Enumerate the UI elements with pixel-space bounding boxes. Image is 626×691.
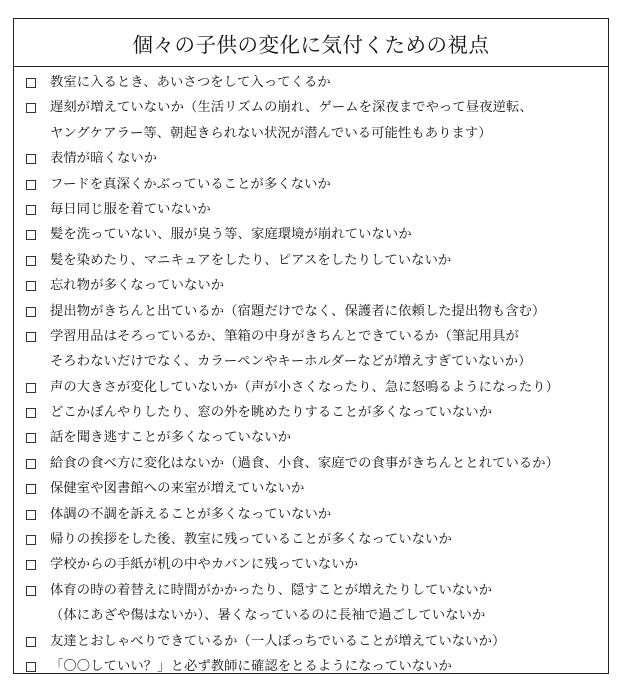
checklist-item-line: 髪を染めたり、マニキュアをしたり、ピアスをしたりしていないか xyxy=(50,252,452,268)
checklist-item-line: 学習用品はそろっているか、筆箱の中身がきちんとできているか（筆記用具が xyxy=(50,328,519,344)
checkbox[interactable] xyxy=(26,154,36,164)
checklist-item-text xyxy=(50,476,608,501)
checklist-item xyxy=(14,172,608,197)
checklist-item-text xyxy=(50,146,608,171)
checkbox[interactable] xyxy=(26,459,36,469)
checklist-item-text xyxy=(50,375,608,400)
checklist-item-text xyxy=(50,324,608,375)
checklist-item-line: 毎日同じ服を着ていないか xyxy=(50,201,211,217)
checklist-item-text xyxy=(50,273,608,298)
checklist-item-line: どこかぼんやりしたり、窓の外を眺めたりすることが多くなっていないか xyxy=(50,405,493,421)
checkbox[interactable] xyxy=(26,307,36,317)
checklist-item-line: 声の大きさが変化していないか（声が小さくなったり、急に怒鳴るようになったり） xyxy=(50,379,560,395)
checkbox[interactable] xyxy=(26,332,36,342)
checklist-item-line: 給食の食べ方に変化はないか（過食、小食、家庭での食事がきちんととれているか） xyxy=(50,455,560,471)
checklist-item xyxy=(14,248,608,273)
checklist-item-text xyxy=(50,70,608,95)
checklist-item-text xyxy=(50,502,608,527)
title-box xyxy=(14,19,608,67)
checkbox[interactable] xyxy=(26,586,36,596)
checkbox[interactable] xyxy=(26,510,36,520)
checklist-item-line: 髪を洗っていない、服が臭う等、家庭環境が崩れていないか xyxy=(50,227,412,243)
checkbox[interactable] xyxy=(26,535,36,545)
checklist-item xyxy=(14,299,608,324)
checklist-item xyxy=(14,578,608,629)
checklist-item-text xyxy=(50,552,608,577)
checklist-item-line: 表情が暗くないか xyxy=(50,151,158,167)
checklist-item xyxy=(14,552,608,577)
checklist-item xyxy=(14,527,608,552)
checklist-item xyxy=(14,451,608,476)
checklist-item-text xyxy=(50,197,608,222)
checklist-item xyxy=(14,222,608,247)
checklist-item-text xyxy=(50,654,608,679)
checklist-item xyxy=(14,273,608,298)
checklist-item-text xyxy=(50,451,608,476)
checklist-item-text xyxy=(50,629,608,654)
checkbox[interactable] xyxy=(26,383,36,393)
checklist-item-line: 忘れ物が多くなっていないか xyxy=(50,278,225,294)
checklist-item xyxy=(14,146,608,171)
checklist-item-line: 「〇〇していい？」と必ず教師に確認をとるようになっていないか xyxy=(50,658,452,674)
checklist-sheet xyxy=(13,18,609,674)
checklist-item-line: 友達とおしゃべりできているか（一人ぼっちでいることが増えていないか） xyxy=(50,633,506,649)
checklist-item-line: （体にあざや傷はないか）、暑くなっているのに長袖で過ごしていないか xyxy=(50,608,486,624)
checklist-item-text xyxy=(50,425,608,450)
checklist-item-text xyxy=(50,299,608,324)
checkbox[interactable] xyxy=(26,637,36,647)
checklist-item xyxy=(14,502,608,527)
checklist-item xyxy=(14,324,608,375)
checkbox[interactable] xyxy=(26,281,36,291)
checkbox[interactable] xyxy=(26,78,36,88)
checklist-item-text xyxy=(50,95,608,146)
checkbox[interactable] xyxy=(26,560,36,570)
checklist-item-line: 学校からの手紙が机の中やカバンに残っていないか xyxy=(50,557,359,573)
checklist-item-text xyxy=(50,172,608,197)
checkbox[interactable] xyxy=(26,484,36,494)
checklist-item xyxy=(14,629,608,654)
checklist-item-line: 遅刻が増えていないか（生活リズムの崩れ、ゲームを深夜までやって昼夜逆転、 xyxy=(50,100,533,116)
checklist-item xyxy=(14,95,608,146)
checklist-item-line: ヤングケアラー等、朝起きられない状況が潜んでいる可能性もあります） xyxy=(50,125,492,141)
checklist-item-line: 体育の時の着替えに時間がかかったり、隠すことが増えたりしていないか xyxy=(50,582,493,598)
checklist-item xyxy=(14,375,608,400)
checklist-item-text xyxy=(50,527,608,552)
checklist-item-line: 教室に入るとき、あいさつをして入ってくるか xyxy=(50,75,331,90)
checklist-item xyxy=(14,400,608,425)
checklist-item-line: 保健室や図書館への来室が増えていないか xyxy=(50,481,305,497)
checklist-item-line: 体調の不調を訴えることが多くなっていないか xyxy=(50,506,332,522)
checklist-item-text xyxy=(50,222,608,247)
checklist-item-text xyxy=(50,248,608,273)
checkbox[interactable] xyxy=(26,662,36,672)
checklist-item-line: 話を聞き逃すことが多くなっていないか xyxy=(50,430,292,446)
checkbox[interactable] xyxy=(26,433,36,443)
checklist-item xyxy=(14,476,608,501)
checklist-item xyxy=(14,425,608,450)
checklist-item-line: そろわないだけでなく、カラーペンやキーホルダーなどが増えすぎていないか） xyxy=(50,354,532,370)
page-title: 個々の子供の変化に気付くための視点 xyxy=(132,32,490,57)
checkbox[interactable] xyxy=(26,230,36,240)
checklist-item xyxy=(14,197,608,222)
checkbox[interactable] xyxy=(26,256,36,266)
checklist-item xyxy=(14,70,608,95)
checkbox[interactable] xyxy=(26,408,36,418)
checklist-item-text xyxy=(50,578,608,629)
checkbox[interactable] xyxy=(26,103,36,113)
checkbox[interactable] xyxy=(26,180,36,190)
checklist-item-text xyxy=(50,400,608,425)
checklist-item-line: フードを真深くかぶっていることが多くないか xyxy=(50,176,331,192)
checklist xyxy=(14,67,608,679)
checklist-item xyxy=(14,654,608,679)
checklist-item-line: 帰りの挨拶をした後、教室に残っていることが多くなっていないか xyxy=(50,532,452,548)
checklist-item-line: 提出物がきちんと出ているか（宿題だけでなく、保護者に依頼した提出物も含む） xyxy=(50,303,546,319)
checkbox[interactable] xyxy=(26,205,36,215)
